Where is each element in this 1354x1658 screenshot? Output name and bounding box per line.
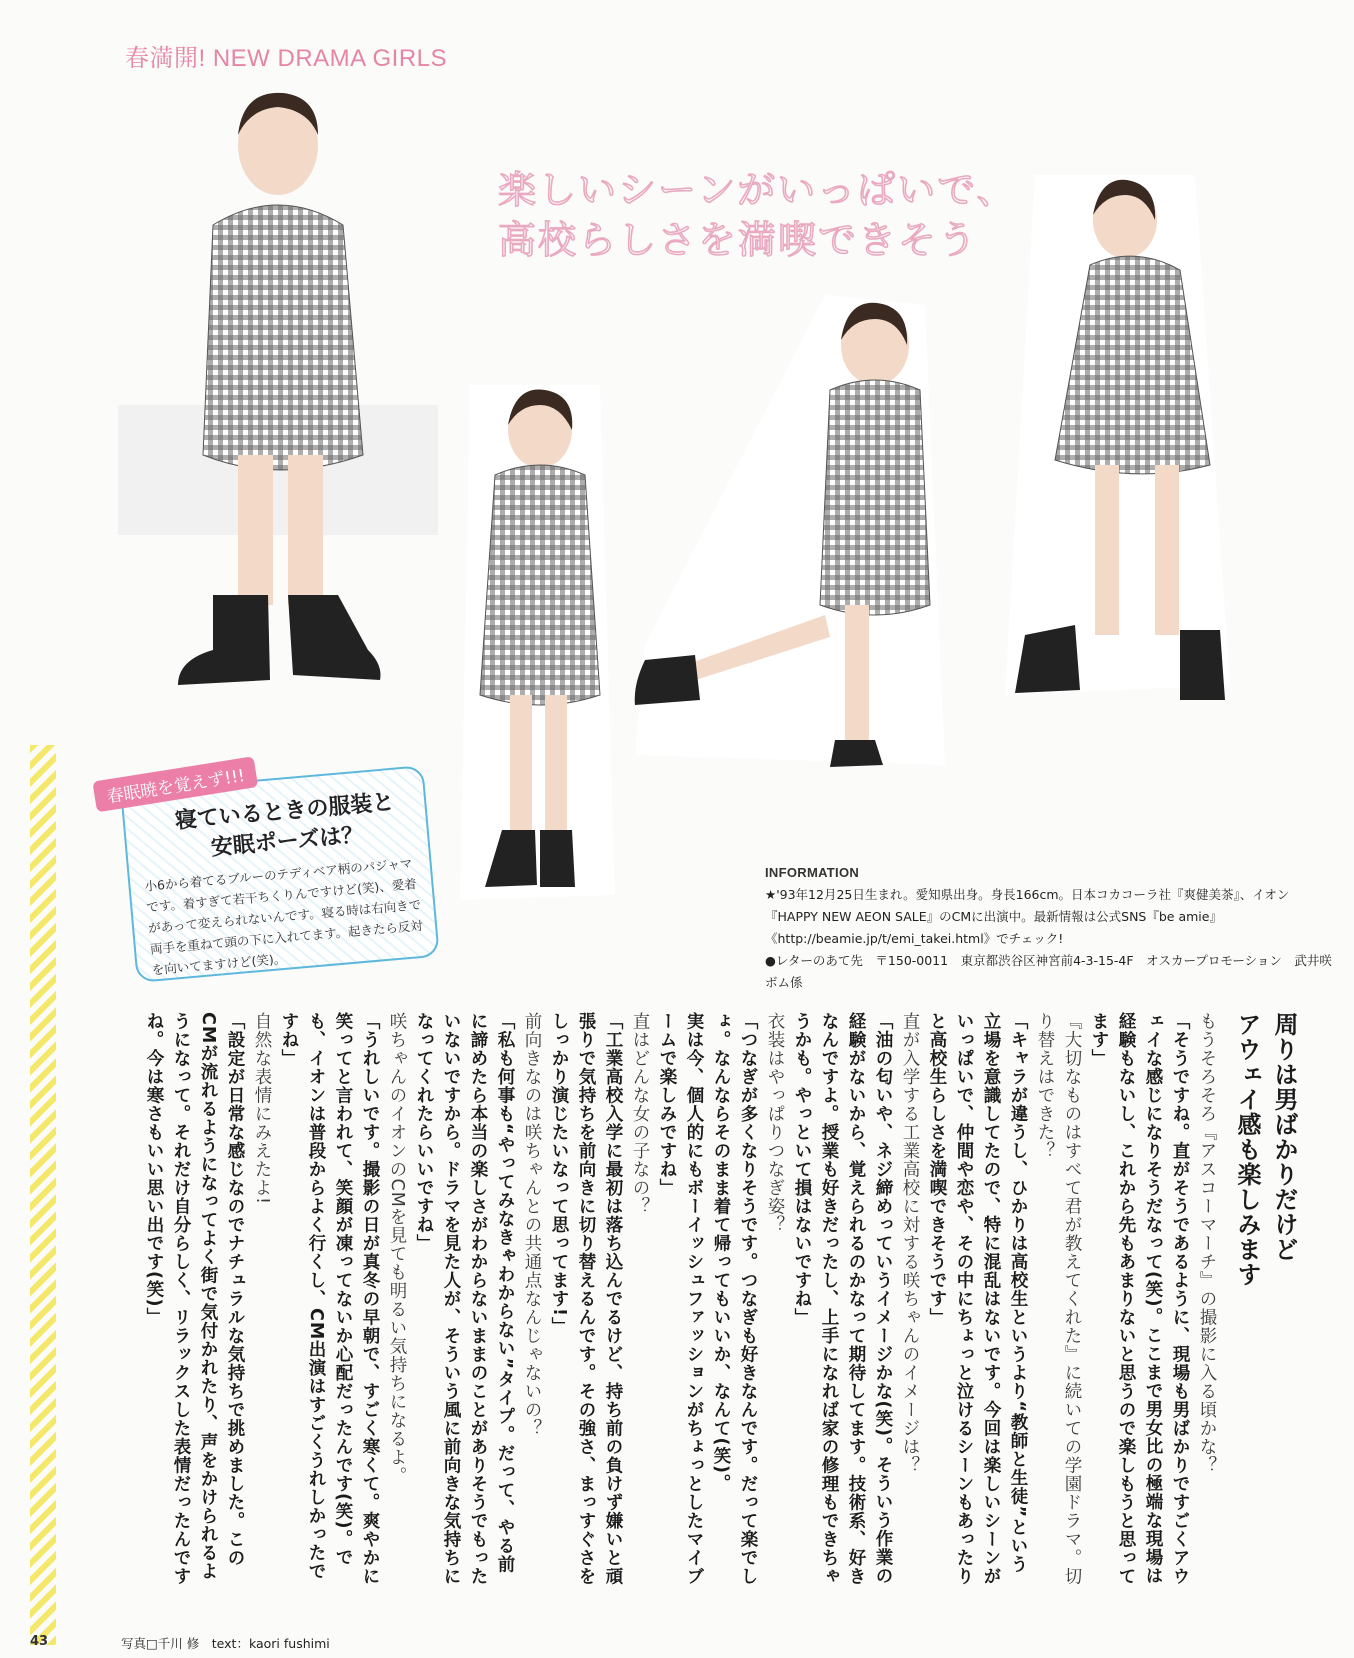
article-paragraph: 直はどんな女の子なの？ (630, 1012, 650, 1216)
box-title-line2: 安眠ポーズは？ (209, 822, 365, 861)
box-title-line1: 寝ているときの服装と (173, 789, 396, 834)
article-paragraph: 前向きなのは咲ちゃんとの共通点なんじゃないの？ (522, 1012, 542, 1438)
article-body (140, 1012, 1220, 1587)
article-paragraph: 「キャラが違うし、ひかりは高校生というより“教師と生徒”という立場を意識してたので、特に混乱はないです。今回は楽しいシーンがいっぱいで、仲間や恋や、その中にちょっと泣けるシーンもあったりと高校生らしさを満喫できそうです」 (927, 1012, 1028, 1586)
article-paragraph: 『大切なものはすべて君が教えてくれた』に続いての学園ドラマ。切り替えはできた？ (1035, 1012, 1082, 1586)
article-paragraph: 咲ちゃんのイオンのCMを見ても明るい気持ちになるよ。 (387, 1012, 407, 1486)
decorative-stripe (30, 745, 56, 1645)
page-number: 43 (30, 1634, 49, 1649)
article-paragraph: 「油の匂いや、ネジ締めっていうイメージかな(笑)。そういう作業の経験がないから、覚えられるのかなって期待してます。技術系、好きなんですよ。授業も好きだったし、上手になれば家の修理もできちゃうかも。やっといて損はないですね」 (792, 1012, 893, 1586)
box-tag: 春眠暁を覚えず!!! (92, 756, 258, 812)
information-profile: ★'93年12月25日生まれ。愛知県出身。身長166cm。日本コカコーラ社『爽健美茶』、イオン『HAPPY NEW AEON SALE』のCMに出演中。最新情報は公式SNS『be amie』《http://beamie.jp/t/emi_takei.html》でチェック! (765, 887, 1290, 946)
article-paragraph: 「工業高校入学に最初は落ち込んでるけど、持ち前の負けず嫌いと頑張りで気持ちを前向きに切り替えるんです。その強さ、まっすぐさをしっかり演じたいなって思ってます!」 (549, 1012, 623, 1586)
article-paragraph: 実は今、個人的にもボーイッシュファッションがちょっとしたマイブームで楽しみですね」 (657, 1012, 704, 1586)
article-paragraph: 「私も何事も“やってみなきゃわからない”タイプ。だって、やる前に諦めたら本当の楽しさがわからないままのことがありそうでもったいないですから。ドラマを見た人が、そういう風に前向きな気持ちになってくれたらいいですね」 (414, 1012, 515, 1586)
article-paragraph: 自然な表情にみえたよ! (252, 1012, 272, 1206)
information-block (765, 862, 1340, 994)
article-paragraph: 「そうですね。直がそうであるように、現場も男ばかりですごくアウェイな感じになりそうだなって(笑)。ここまで男女比の極端な現場は経験もないし、これから先もあまりないと思うので楽しもうと思ってます」 (1089, 1012, 1190, 1586)
article-title (1228, 1012, 1302, 1587)
box-body: 小6から着てるブルーのテディベア柄のパジャマです。着すぎて若干ちくりんですけど(笑)、愛着があって変えられないんです。寝る時は右向きで両手を重ねて頭の下に入れてます。起きたら反対を向いてますけど(笑)。 (143, 855, 424, 978)
qa-sidebar-box (105, 765, 440, 983)
article-paragraph: 「つなぎが多くなりそうです。つなぎも好きなんです。だって楽でしょ。なんならそのまま着て帰ってもいいか、なんて(笑)。 (711, 1012, 758, 1586)
photo-standing-1 (440, 375, 630, 915)
photo-standing-3 (995, 165, 1240, 715)
photo-seated (118, 75, 438, 725)
article-title-line2: アウェイ感も楽しみます (1233, 1012, 1261, 1287)
article-paragraph: 「設定が日常な感じなのでナチュラルな気持ちで挑めました。このCMが流れるようになってよく街で気付かれたり、声をかけられるようになって。それだけ自分らしく、リラックスした表情だったんですね。今は寒さもいい思い出です(笑)」 (144, 1012, 245, 1586)
article-title-line1: 周りは男ばかりだけど (1270, 1012, 1298, 1262)
article (140, 1012, 1302, 1587)
article-paragraph: 衣装はやっぱりつなぎ姿？ (765, 1012, 785, 1234)
article-paragraph: 「うれしいです。撮影の日が真冬の早朝で、すごく寒くて。爽やかに笑ってと言われて、笑顔が凍ってないか心配だったんです(笑)。でも、イオンは普段からよく行くし、CM出演はすごくうれしかったですね」 (279, 1012, 380, 1586)
tagline (498, 165, 1016, 265)
photo-standing-2 (625, 285, 955, 785)
tagline-line2: 高校らしさを満喫できそう (498, 218, 979, 262)
section-tag: 春満開! NEW DRAMA GIRLS (125, 45, 448, 72)
information-address: ●レターのあて先 〒150-0011 東京都渋谷区神宮前4-3-15-4F オスカープロモーション 武井咲ボム係 (765, 953, 1332, 990)
article-paragraph: もうそろそろ『アスコーマーチ』の撮影に入る頃かな？ (1197, 1012, 1217, 1475)
information-heading: INFORMATION (765, 865, 860, 880)
photo-credit: 写真□千川 修 text：kaori fushimi (121, 1636, 330, 1651)
article-paragraph: 直が入学する工業高校に対する咲ちゃんのイメージは？ (900, 1012, 920, 1475)
tagline-line1: 楽しいシーンがいっぱいで、 (498, 168, 1017, 212)
